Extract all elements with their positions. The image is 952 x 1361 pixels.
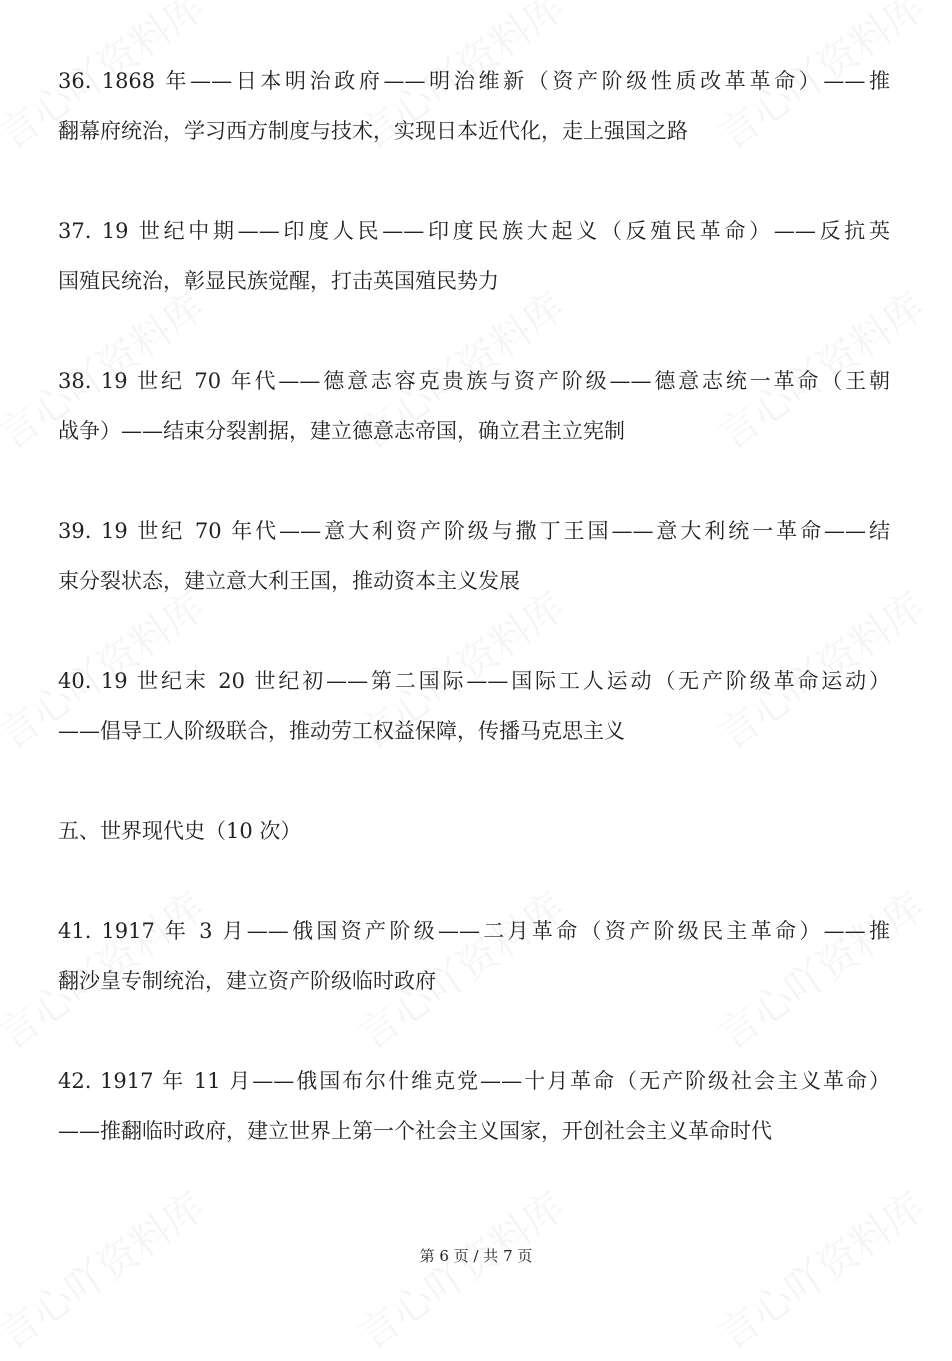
watermark-text (705, 1176, 934, 1360)
item-line: 39. 19 世纪 70 年代——意大利资产阶级与撒丁王国——意大利统一革命——结 (58, 519, 890, 543)
item-line: 41. 1917 年 3 月——俄国资产阶级——二月革命（资产阶级民主革命）——推 (58, 919, 890, 943)
item-line: 40. 19 世纪末 20 世纪初——第二国际——国际工人运动（无产阶级革命运动） (58, 669, 890, 693)
item-line: ——倡导工人阶级联合，推动劳工权益保障，传播马克思主义 (58, 719, 625, 743)
item-line: 翻沙皇专制统治，建立资产阶级临时政府 (58, 969, 436, 993)
item-line: 36. 1868 年——日本明治政府——明治维新（资产阶级性质改革革命）——推 (58, 69, 890, 93)
item-line: 束分裂状态，建立意大利王国，推动资本主义发展 (58, 569, 520, 593)
item-line: 国殖民统治，彰显民族觉醒，打击英国殖民势力 (58, 269, 499, 293)
page-footer: 第 6 页 / 共 7 页 (419, 1247, 533, 1265)
item-line: 翻幕府统治，学习西方制度与技术，实现日本近代化，走上强国之路 (58, 119, 688, 143)
section-heading: 五、世界现代史（10 次） (58, 819, 302, 843)
item-line: 37. 19 世纪中期——印度人民——印度民族大起义（反殖民革命）——反抗英 (58, 219, 890, 243)
item-line: ——推翻临时政府，建立世界上第一个社会主义国家，开创社会主义革命时代 (58, 1119, 772, 1143)
item-line: 38. 19 世纪 70 年代——德意志容克贵族与资产阶级——德意志统一革命（王朝 (58, 369, 890, 393)
item-line: 战争）——结束分裂割据，建立德意志帝国，确立君主立宪制 (58, 419, 625, 443)
item-line: 42. 1917 年 11 月——俄国布尔什维克党——十月革命（无产阶级社会主义革命） (58, 1069, 890, 1093)
watermark-text (345, 1176, 574, 1360)
watermark-text (0, 1176, 215, 1360)
